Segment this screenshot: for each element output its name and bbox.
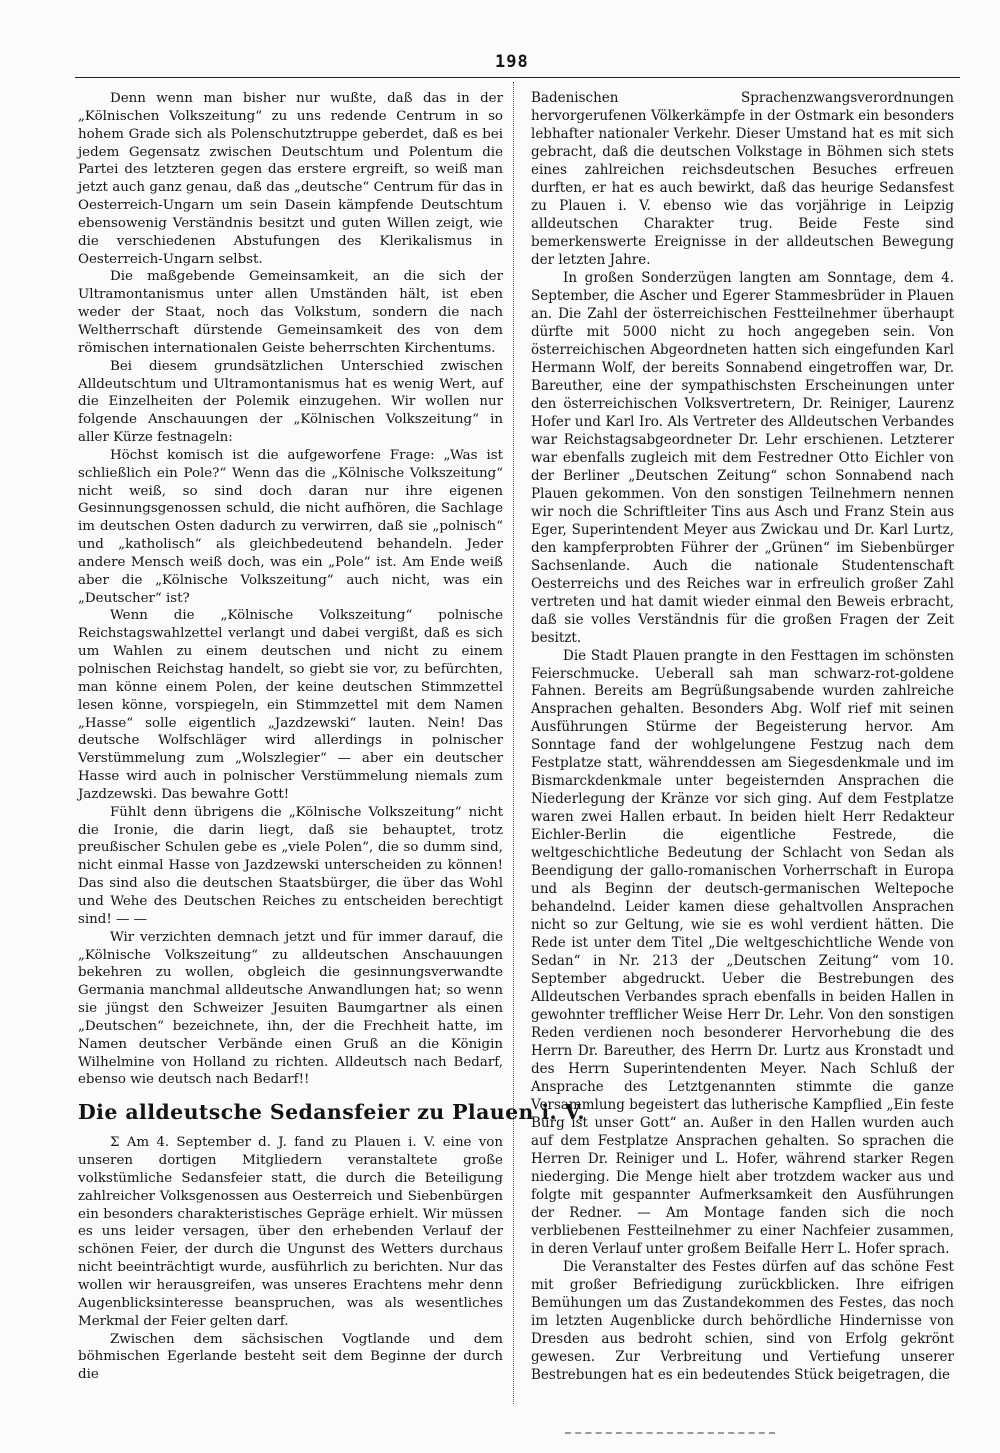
- paragraph: Denn wenn man bisher nur wußte, daß das in der „Kölnischen Volkszeitung“ zu uns redende Centrum in so hohem Grade sich als Polenschutztruppe geberdet, daß es bei jedem Gegensatz zwischen Deutschtum und Polentum die Partei des letzteren gegen das erstere ergreift, so weiß man jetzt auch ganz genau, daß das „deutsche“ Centrum für das in Oesterreich-Ungarn um sein Dasein kämpfende Deutschtum ebensowenig Verständnis besitzt und guten Willen zeigt, wie die verschiedenen Abstufungen des Klerikalismus in Oesterreich-Ungarn selbst.: [78, 91, 503, 267]
- paragraph: Wir verzichten demnach jetzt und für immer darauf, die „Kölnische Volkszeitung“ zu alldeutschen Anschauungen bekehren zu wollen, obgleich die gesinnungsverwandte Germania manchmal alldeutsche Anwandlungen hat; so wenn sie jüngst den Schweizer Jesuiten Baumgartner als einen „Deutschen“ bezeichnete, ihn, der die Frechheit hatte, im Namen deutscher Verbände einen Gruß an die Königin Wilhelmine von Holland zu richten. Alldeutsch nach Bedarf, ebenso wie deutsch nach Bedarf!!: [78, 929, 503, 1088]
- right-column: [531, 90, 954, 1385]
- paragraph: Die maßgebende Gemeinsamkeit, an die sich der Ultramontanismus unter allen Umständen hält, ist eben weder der Staat, noch das Volkstum, sondern die nach Weltherrschaft dürstende Gemeinsamkeit des von dem römischen internationalen Geiste beherrschten Kirchentums.: [78, 269, 503, 356]
- paragraph: Höchst komisch ist die aufgeworfene Frage: „Was ist schließlich ein Pole?“ Wenn das die „Kölnische Volkszeitung“ nicht weiß, so sind doch daran nur ihre eigenen Gesinnungsgenossen schuld, die nicht aufhören, die Sachlage im deutschen Osten dadurch zu verwirren, daß sie „polnisch“ und „katholisch“ als gleichbedeutend behandeln. Jeder andere Mensch weiß doch, was ein „Pole“ ist. Am Ende weiß aber die „Kölnische Volkszeitung“ auch nicht, was ein „Deutscher“ ist?: [78, 447, 503, 606]
- paragraph: Bei diesem grundsätzlichen Unterschied zwischen Alldeutschtum und Ultramontanismus hat es wenig Wert, auf die Einzelheiten der Polemik einzugehen. Wir wollen nur folgende Anschauungen der „Kölnischen Volkszeitung“ in aller Kürze festnageln:: [78, 358, 503, 446]
- paragraph: Die Stadt Plauen prangte in den Festtagen im schönsten Feierschmucke. Ueberall sah man schwarz-rot-goldene Fahnen. Bereits am Begrüßungsabende wurden zahlreiche Ansprachen gehalten. Besonders Abg. Wolf rief mit seinen Ausführungen Stürme der Begeisterung hervor. Am Sonntage fand der wohlgelungene Festzug nach dem Festplatze statt, währenddessen am Siegesdenkmale und im Bismarckdenkmale unter begeisternden Ansprachen die Niederlegung der Kränze vor sich ging. Auf dem Festplatze waren zwei Hallen erbaut. In beiden hielt Herr Redakteur Eichler-Berlin die eigentliche Festrede, die weltgeschichtliche Bedeutung der Schlacht von Sedan als Beendigung der gallo-romanischen Vorherrschaft in Europa und als Beginn der deutsch-germanischen Weltepoche behandelnd. Leider kamen diese gehaltvollen Ansprachen nicht so zur Geltung, wie sie es wohl verdient hätten. Die Rede ist unter dem Titel „Die weltgeschichtliche Wende von Sedan“ in Nr. 213 der „Deutschen Zeitung“ vom 10. September abgedruckt. Ueber die Bestrebungen des Alldeutschen Verbandes sprach ebenfalls in beiden Hallen in gewohnter trefflicher Weise Herr Dr. Lehr. Von den sonstigen Reden verdienen noch besonderer Hervorhebung die des Herrn Dr. Bareuther, des Herrn Dr. Lurtz aus Kronstadt und des Herrn Superintendenten Meyer. Nach Schluß der Ansprache des Letztgenannten stimmte die ganze Versammlung begeistert das lutherische Kampflied „Ein feste Burg ist unser Gott“ an. Außer in den Hallen wurden auch auf dem Festplatze Ansprachen gehalten. So sprachen die Herren Dr. Reiniger und L. Hofer, während starker Regen niederging. Die Menge hielt aber trotzdem wacker aus und folgte mit gespannter Aufmerksamkeit den Ausführungen der Redner. — Am Montage fanden sich die noch verbliebenen Festteilnehmer zu einer Nachfeier zusammen, in deren Verlauf unter großem Beifalle Herr L. Hofer sprach.: [531, 647, 954, 1257]
- header-rule: [75, 77, 960, 78]
- paragraph: Die Veranstalter des Festes dürfen auf das schöne Fest mit großer Befriedigung zurückblicken. Ihre eifrigen Bemühungen um das Zustandekommen des Festes, das noch im letzten Augenblicke durch behördliche Hindernisse von Dresden aus bedroht schien, sind von Erfolg gekrönt gewesen. Zur Verbreitung und Vertiefung unserer Bestrebungen hat es ein bedeutendes Stück beigetragen, die: [531, 1258, 954, 1383]
- footer-marks: [565, 1432, 775, 1434]
- paragraph: Badenischen Sprachenzwangsverordnungen hervorgerufenen Völkerkämpfe in der Ostmark ein besonders lebhafter nationaler Verkehr. Dieser Umstand hat es mit sich gebracht, daß die deutschen Volkstage in Böhmen sich stets eines zahlreichen reichsdeutschen Besuches erfreuen durften, er hat es auch bewirkt, daß das heurige Sedansfest zu Plauen i. V. ebenso wie das vorjährige in Leipzig alldeutschen Charakter trug. Beide Feste sind bemerkenswerte Ereignisse in der alldeutschen Bewegung der letzten Jahre.: [531, 90, 954, 268]
- column-divider: [513, 82, 514, 1404]
- paragraph: Fühlt denn übrigens die „Kölnische Volkszeitung“ nicht die Ironie, die darin liegt, daß sie behauptet, trotz preußischer Schulen gebe es „viele Polen“, die so dumm sind, nicht einmal Hasse von Jazdzewski unterscheiden zu können! Das sind also die deutschen Staatsbürger, die über das Wohl und Wehe des Deutschen Reiches zu entscheiden berechtigt sind! — —: [78, 804, 503, 927]
- paragraph: Wenn die „Kölnische Volkszeitung“ polnische Reichstagswahlzettel verlangt und dabei vergißt, daß es sich um Wahlen zu einem deutschen und nicht zu einem polnischen Reichstag handelt, so giebt sie vor, zu befürchten, man könne einem Polen, der keine deutschen Stimmzettel lesen könne, vorspiegeln, ein Stimmzettel mit dem Namen „Hasse“ solle eigentlich „Jazdzewski“ lauten. Nein! Das deutsche Wolfschläger wird allerdings in polnischer Verstümmelung zum „Wolszlegier“ — aber ein deutscher Hasse wird auch in polnischer Verstümmelung niemals zum Jazdzewski. Das bewahre Gott!: [78, 608, 503, 802]
- paragraph: In großen Sonderzügen langten am Sonntage, dem 4. September, die Ascher und Egerer Stammesbrüder in Plauen an. Die Zahl der österreichischen Festteilnehmer überhaupt dürfte mit 5000 nicht zu hoch angegeben sein. Von österreichischen Abgeordneten hatten sich eingefunden Karl Hermann Wolf, der bereits Sonnabend eingetroffen war, Dr. Bareuther, eine der sympathischsten Erscheinungen unter den österreichischen Volksvertretern, Dr. Reiniger, Laurenz Hofer und Karl Iro. Als Vertreter des Alldeutschen Verbandes war Reichstagsabgeordneter Dr. Lehr erschienen. Letzterer war ebenfalls zugleich mit dem Festredner Otto Eichler von der Berliner „Deutschen Zeitung“ schon Sonnabend nach Plauen gekommen. Von den sonstigen Teilnehmern nennen wir noch die Schriftleiter Tins aus Asch und Franz Stein aus Eger, Superintendent Meyer aus Zwickau und Dr. Karl Lurtz, den kampferprobten Führer der „Grünen“ im Siebenbürger Sachsenlande. Auch die nationale Studentenschaft Oesterreichs und des Reiches war in erfreulich großer Zahl vertreten und hat damit wieder einmal den Beweis erbracht, daß sie volles Verständnis für die großen Fragen der Zeit besitzt.: [531, 269, 954, 646]
- page-number: 198: [495, 52, 529, 72]
- left-column: [78, 90, 585, 1384]
- article-heading: Die alldeutsche Sedansfeier zu Plauen i. V.: [78, 1100, 585, 1125]
- paragraph: Zwischen dem sächsischen Vogtlande und dem böhmischen Egerlande besteht seit dem Beginne der durch die: [78, 1331, 503, 1383]
- paragraph: Σ Am 4. September d. J. fand zu Plauen i. V. eine von unseren dortigen Mitgliedern veranstaltete große volkstümliche Sedansfeier statt, die durch die Beteiligung zahlreicher Volksgenossen aus Oesterreich und Siebenbürgen ein besonders charakteristisches Gepräge erhielt. Wir müssen es uns leider versagen, über den erhebenden Verlauf der schönen Feier, der durch die Ungunst des Wetters durchaus nicht beeinträchtigt wurde, ausführlich zu berichten. Nur das wollen wir herausgreifen, was unseres Erachtens mehr denn Augenblicksinteresse beanspruchen, was als wesentliches Merkmal der Feier gelten darf.: [78, 1135, 503, 1329]
